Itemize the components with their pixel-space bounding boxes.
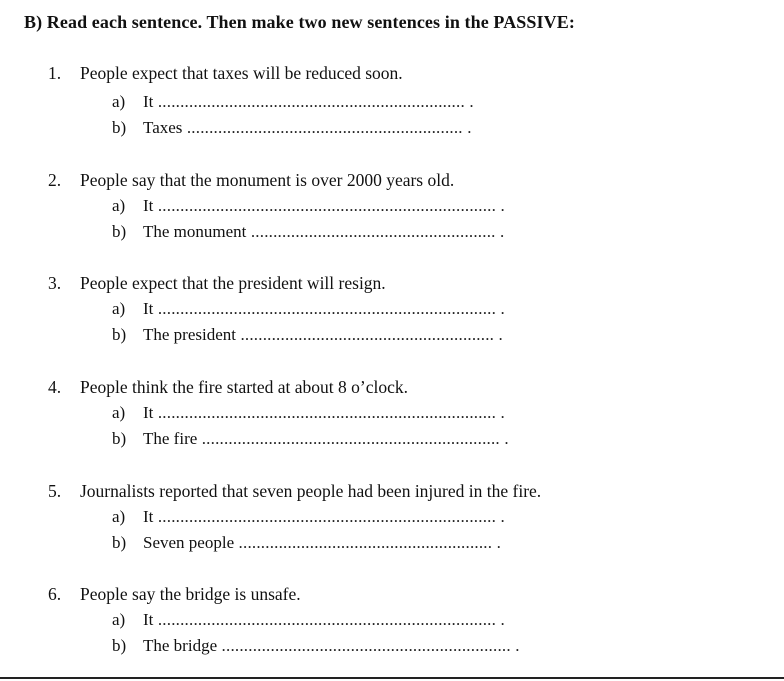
question-number: 3. bbox=[48, 273, 62, 293]
answer-letter: a) bbox=[112, 507, 126, 526]
question-number: 4. bbox=[48, 377, 62, 397]
answer-start: Seven people bbox=[143, 533, 235, 552]
answer-start: The bridge bbox=[143, 636, 218, 655]
answer-letter: a) bbox=[112, 92, 126, 111]
answer-start: It bbox=[143, 403, 154, 422]
answer-start: It bbox=[143, 196, 154, 215]
answer-start: It bbox=[143, 299, 154, 318]
answer-3b bbox=[112, 325, 503, 345]
answer-letter: b) bbox=[112, 533, 127, 552]
answer-blank: ............................................................................ . bbox=[153, 507, 505, 526]
answer-letter: a) bbox=[112, 403, 126, 422]
answer-blank: ......................................................... . bbox=[236, 325, 503, 344]
answer-letter: a) bbox=[112, 610, 126, 629]
answer-4b bbox=[112, 429, 509, 449]
question-number: 6. bbox=[48, 584, 62, 604]
answer-blank: ....................................................... . bbox=[246, 222, 505, 241]
answer-letter: b) bbox=[112, 636, 127, 655]
answer-letter: a) bbox=[112, 299, 126, 318]
question-sentence: People say that the monument is over 2000 years old. bbox=[80, 170, 455, 190]
answer-blank: ......................................................... . bbox=[234, 533, 502, 552]
question-number: 5. bbox=[48, 481, 62, 501]
answer-1b bbox=[112, 118, 472, 138]
question-4 bbox=[48, 377, 408, 398]
question-2 bbox=[48, 170, 454, 191]
answer-5b bbox=[112, 533, 501, 553]
question-3 bbox=[48, 273, 386, 294]
answer-blank: ............................................................................ . bbox=[153, 610, 505, 629]
answer-start: It bbox=[143, 92, 154, 111]
question-sentence: People expect that taxes will be reduced soon. bbox=[80, 63, 403, 83]
question-sentence: People expect that the president will resign. bbox=[80, 273, 386, 293]
answer-letter: b) bbox=[112, 118, 127, 137]
answer-letter: b) bbox=[112, 325, 127, 344]
answer-letter: b) bbox=[112, 429, 127, 448]
answer-blank: ................................................................... . bbox=[197, 429, 509, 448]
answer-blank: ............................................................................ . bbox=[153, 196, 505, 215]
answer-start: The monument bbox=[143, 222, 247, 241]
question-sentence: People think the fire started at about 8 o’clock. bbox=[80, 377, 409, 397]
answer-6a bbox=[112, 610, 505, 630]
question-sentence: Journalists reported that seven people had been injured in the fire. bbox=[80, 481, 542, 501]
answer-blank: .............................................................. . bbox=[182, 118, 472, 137]
answer-start: The president bbox=[143, 325, 236, 344]
question-number: 2. bbox=[48, 170, 62, 190]
answer-start: The fire bbox=[143, 429, 198, 448]
answer-blank: ..................................................................... . bbox=[153, 92, 474, 111]
answer-2b bbox=[112, 222, 505, 242]
answer-letter: b) bbox=[112, 222, 127, 241]
answer-5a bbox=[112, 507, 505, 527]
answer-2a bbox=[112, 196, 505, 216]
answer-1a bbox=[112, 92, 474, 112]
answer-3a bbox=[112, 299, 505, 319]
bottom-border bbox=[0, 677, 784, 679]
answer-blank: ................................................................. . bbox=[217, 636, 520, 655]
answer-letter: a) bbox=[112, 196, 126, 215]
question-6 bbox=[48, 584, 301, 605]
question-5 bbox=[48, 481, 541, 502]
question-sentence: People say the bridge is unsafe. bbox=[80, 584, 301, 604]
answer-start: It bbox=[143, 507, 154, 526]
question-1 bbox=[48, 63, 403, 84]
question-number: 1. bbox=[48, 63, 62, 83]
answer-blank: ............................................................................ . bbox=[153, 403, 505, 422]
answer-start: Taxes bbox=[143, 118, 183, 137]
answer-4a bbox=[112, 403, 505, 423]
answer-6b bbox=[112, 636, 520, 656]
answer-start: It bbox=[143, 610, 154, 629]
section-heading: B) Read each sentence. Then make two new sentences in the PASSIVE: bbox=[24, 12, 575, 32]
answer-blank: ............................................................................ . bbox=[153, 299, 505, 318]
